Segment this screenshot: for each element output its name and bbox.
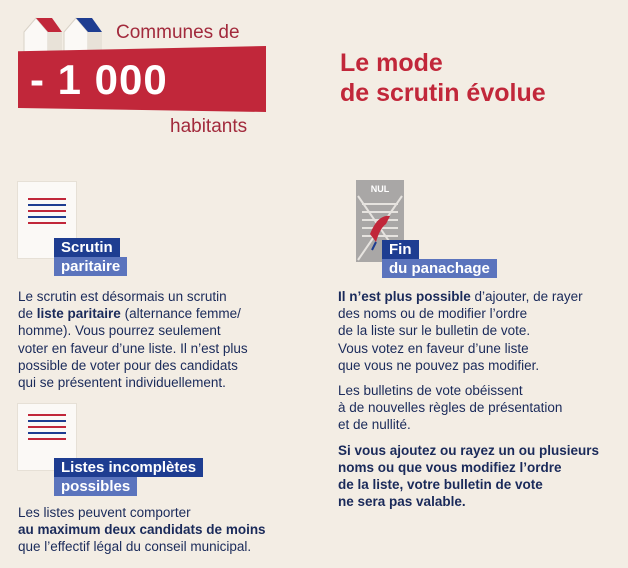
listes-incompletes-tag	[54, 458, 203, 496]
population-number: - 1 000	[30, 56, 168, 103]
text-line: possible de voter pour des candidats	[18, 357, 238, 373]
title-line-1: Le mode	[340, 49, 443, 77]
text-line: que vous ne pouvez pas modifier.	[338, 357, 540, 373]
tag-line-1: Scrutin	[54, 238, 120, 257]
tag-line-2: paritaire	[54, 257, 127, 276]
text-line: homme). Vous pourrez seulement	[18, 323, 221, 339]
title-line-2: de scrutin évolue	[340, 79, 546, 107]
page-title	[340, 48, 546, 108]
text-line: Le scrutin est désormais un scrutin	[18, 289, 227, 304]
tag-line-2: possibles	[54, 477, 137, 496]
text-line: de liste paritaire (alternance femme/	[18, 306, 241, 322]
text-line: ne sera pas valable.	[338, 494, 466, 510]
text-line: et de nullité.	[338, 417, 411, 433]
tag-line-1: Fin	[382, 240, 419, 259]
text-line: Il n’est plus possible d’ajouter, de rayer	[338, 289, 583, 304]
habitants-label: habitants	[170, 116, 248, 137]
text-line: Si vous ajoutez ou rayez un ou plusieurs	[338, 442, 600, 458]
nul-label: NUL	[370, 184, 390, 194]
tag-line-1: Listes incomplètes	[54, 458, 203, 477]
tag-line-2: du panachage	[382, 259, 497, 278]
text-line: que l’effectif légal du conseil municipal.	[18, 539, 252, 555]
text-line: Vous votez en faveur d’une liste	[338, 340, 529, 356]
text-line: au maximum deux candidats de moins	[18, 522, 266, 538]
text-line: voter en faveur d’une liste. Il n’est plus	[18, 340, 248, 356]
fin-panachage-tag	[382, 240, 497, 278]
text-line: à de nouvelles règles de présentation	[338, 400, 563, 416]
text-line: de la liste, votre bulletin de vote	[338, 477, 543, 493]
text-line: de la liste sur le bulletin de vote.	[338, 323, 531, 339]
text-line: noms ou que vous modifiez l’ordre	[338, 459, 562, 475]
text-line: Les listes peuvent comporter	[18, 505, 191, 520]
text-line: des noms ou de modifier l’ordre	[338, 306, 528, 322]
scrutin-paritaire-text	[18, 288, 318, 391]
text-line: qui se présentent individuellement.	[18, 375, 226, 391]
text-line: Les bulletins de vote obéissent	[338, 383, 523, 399]
listes-incompletes-text	[18, 504, 318, 556]
fin-panachage-text	[338, 288, 624, 510]
communes-de-label: Communes de	[116, 22, 240, 43]
scrutin-paritaire-tag	[54, 238, 127, 276]
